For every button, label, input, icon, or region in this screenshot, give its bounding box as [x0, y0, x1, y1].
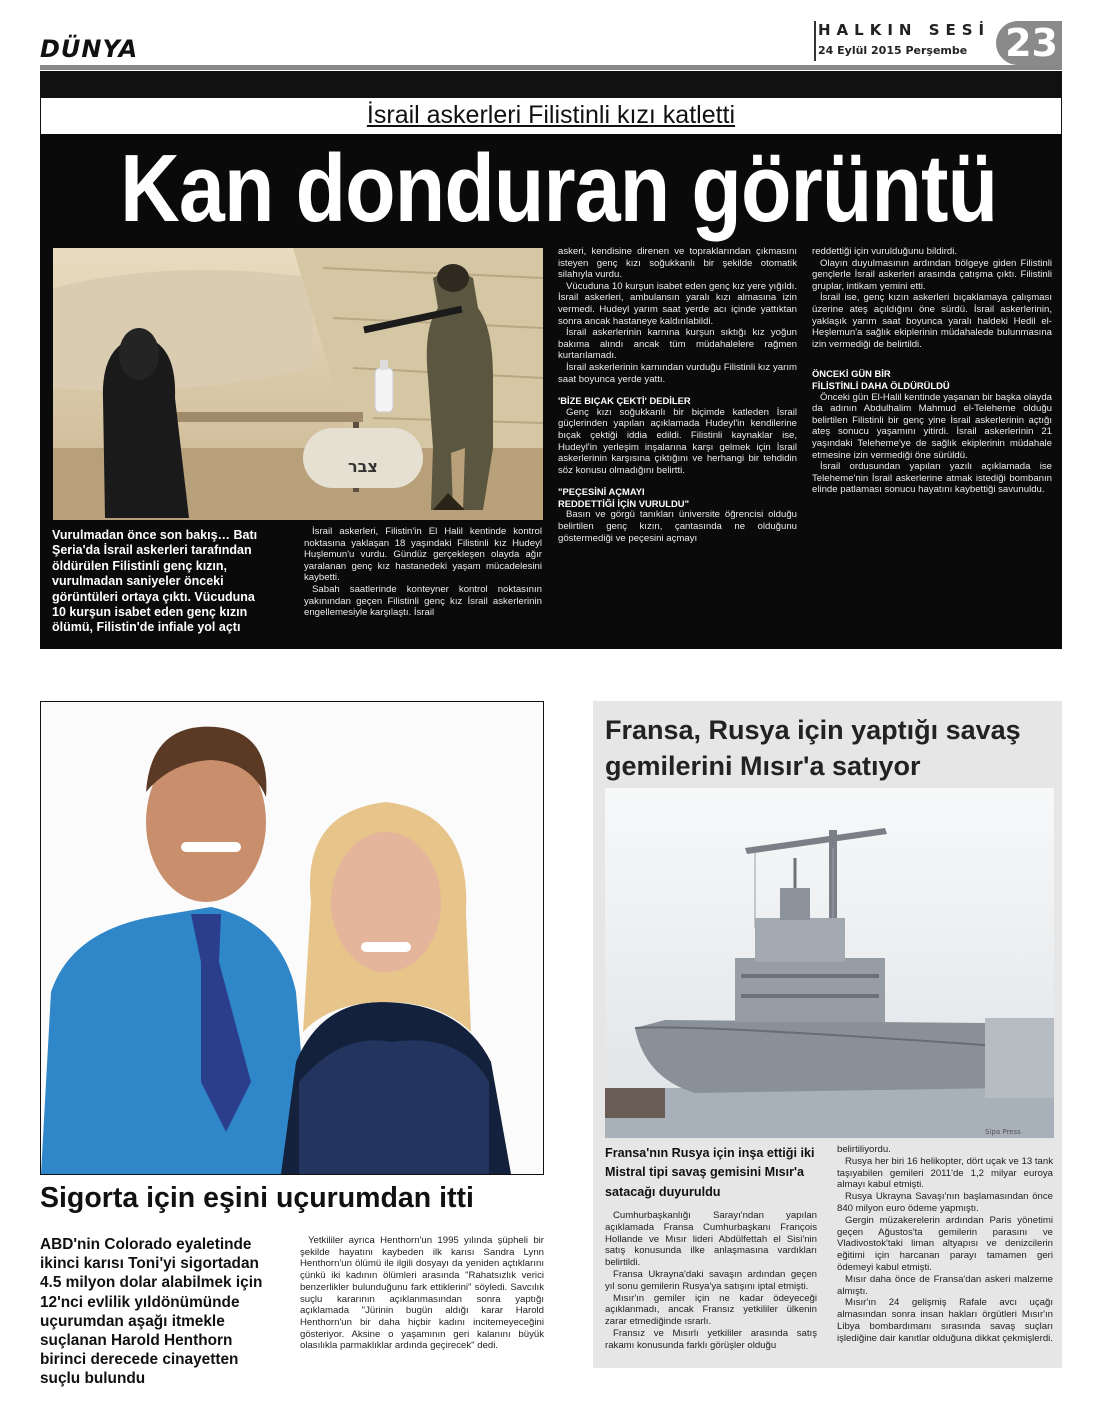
- paragraph: Mısır daha önce de Fransa'dan askeri malzeme almıştı.: [837, 1273, 1053, 1297]
- paragraph: Rusya Ukrayna Savaşı'nın başlamasından önce 840 milyon euro ödeme yapmıştı.: [837, 1191, 1053, 1214]
- section-title: DÜNYA: [40, 35, 139, 63]
- paragraph: İsrail ordusundan yapılan yazılı açıklamada ise Teleheme'nin İsrail askerlerine atmak istediği bombanın elinde patlaması sonucu hayatını kaybettiği savunuldu.: [812, 461, 1052, 496]
- story1-caption: Vurulmadan önce son bakış… Batı Şeria'da İsrail askerleri tarafından öldürülen Filistinli genç kızın, vurulmadan saniyeler önceki görüntüleri ortaya çıktı. Vücuduna 10 kurşun isabet eden genç kızın ölümü, Filistin'de infiale yol açtı: [52, 528, 258, 635]
- masthead-divider: [814, 21, 816, 61]
- paragraph: Mısır'ın gemiler için ne kadar ödeyeceği açıklanmadı, ancak Fransız yetkililer ülkenin zarar etmediğinde ısrarlı.: [605, 1292, 817, 1328]
- subheading-line: ÖNCEKİ GÜN BİR: [812, 368, 891, 380]
- paragraph: Sabah saatlerinde konteyner kontrol noktasının yakınından geçen Filistinli genç kız İsrail askerlerinin engellemesiyle karşılaştı. İsrail: [304, 583, 542, 619]
- story1-headline: Kan donduran görüntü: [120, 135, 998, 242]
- story3-headline: Fransa, Rusya için yaptığı savaş gemilerini Mısır'a satıyor: [605, 715, 1021, 781]
- story3-caption: Fransa'nın Rusya için inşa ettiği iki Mistral tipi savaş gemisini Mısır'a satacağı duyuruldu: [605, 1146, 815, 1199]
- paragraph: Fransız ve Mısırlı yetkililer arasında satış rakamı konusunda farklı görüşler olduğu: [605, 1327, 817, 1351]
- story2-body: [300, 1235, 544, 1352]
- story2-lead: ABD'nin Colorado eyaletinde ikinci karısı Toni'yi sigortadan 4.5 milyon dolar alabilmek için 12'nci evlilik yıldönümünde uçurumdan aşağı itmekle suçlanan Harold Henthorn birinci derecede cinayetten suçlu bulundu: [40, 1236, 263, 1388]
- subheading-line: FİLİSTİNLİ DAHA ÖLDÜRÜLDÜ: [812, 379, 950, 391]
- paragraph: Genç kızı soğukkanlı bir biçimde katleden İsrail güçlerinden yapılan açıklamada Hudeyl'in kendilerine bıçak çektiği iddia edildi. Filistinli kaynaklar ise, Hudeyl'in yerleşim inşalarına karşı gelmek için İsrail askerlerinin karşısına çıktığını ve herhangi bir tehdidin söz konusu olmadığını belirtti.: [558, 406, 797, 476]
- paragraph: Mısır'ın 24 gelişmiş Rafale avcı uçağı almasından sonra insan hakları örgütleri Mısır'ın Libya bombardımanı sırasında savaş suçları işlediğine dair kanıtlar olduğuna dikkat çekmişlerdi.: [837, 1297, 1053, 1344]
- paragraph: Olayın duyulmasının ardından bölgeye giden Filistinli gençlerle İsrail askerleri arasında çatışma çıktı. Filistinli gruplar, intikam yemini etti.: [812, 257, 1052, 292]
- story3-photo: [605, 788, 1054, 1138]
- paragraph: Basın ve görgü tanıkları üniversite öğrencisi olduğu belirtilen genç kızın, çantasında ne olduğunu göstermediği ve peçesini açmayı: [558, 509, 797, 544]
- paragraph: Fransa Ukrayna'daki savaşın ardından geçen yıl sonu gemilerin Rusya'ya satışını iptal etmişti.: [605, 1268, 817, 1292]
- paragraph: Önceki gün El-Halil kentinde yaşanan bir başka olayda da adının Abdulhalim Mahmud el-Teleheme olduğu belirtilen Filistinli bir genç yine İsrail askerlerinin açtığı ateş sonucu yaşamını yitirdi. İsrail askerlerinin 21 yaşındaki Teleheme'ye de sağlık ekiplerinin müdahale etmesine izin vermediği öne sürüldü.: [812, 391, 1052, 461]
- header-rule: [40, 65, 1062, 70]
- paragraph: askeri, kendisine direnen ve topraklarından çıkmasını isteyen genç kızı soğukkanlı bir şekilde otomatik silahıyla vurdu.: [558, 246, 797, 281]
- masthead: [818, 21, 1013, 57]
- photo-sign-text: צבר: [348, 457, 378, 476]
- story1-column-1: [304, 526, 542, 619]
- subheading: 'BİZE BIÇAK ÇEKTİ' DEDİLER: [558, 395, 691, 407]
- subheading: [812, 368, 1052, 391]
- paragraph: İsrail askerleri, Filistin'in El Halil kentinde kontrol noktasına yaklaşan 18 yaşındaki Filistinli kız Hudeyl Huşlemun'u vurdu. Gündüz gerçekleşen olayda ağır yaralanan genç kız hastanedeki yaşam mücadelesini kaybetti.: [304, 526, 542, 584]
- subheading: [558, 486, 797, 509]
- story2-photo: [40, 701, 544, 1175]
- story1-photo: [53, 248, 543, 520]
- paragraph: Yetkililer ayrıca Henthorn'un 1995 yılında şüpheli bir şekilde hayatını kaybeden ilk karısı Sandra Lynn Henthorn'un ölümü ile ilgili dosyayı da yeniden açtıklarını çünkü iki kadının ölümleri arasında "Rahatsızlık verici benzerlikler bulunduğunu fark ettiklerini" söyledi. Savcılık suçlu kararının açıklanmasından sonra yaptığı açıklamada "Jürinin bugün aldığı karar Harold Henthorn'un bir daha hiçbir kadını incitemeyeceğini gösteriyor. Aksine o yaşamının geri kalanını büyük olasılıkla parmaklıklar ardında geçirecek" dedi.: [300, 1235, 544, 1352]
- issue-date: 24 Eylül 2015 Perşembe: [818, 44, 968, 57]
- story3-column-1: [605, 1210, 817, 1352]
- story3-column-2: [837, 1144, 1053, 1345]
- paragraph: İsrail askerlerinin karnına kurşun sıktığı kız yoğun bakıma alındı ancak tüm müdahalelere rağmen kurtarılamadı.: [558, 327, 797, 362]
- paragraph: İsrail ise, genç kızın askerleri bıçaklamaya çalışması üzerine ateş açıldığını öne sürdü. İsrail askerlerinin, yaklaşık yarım saat boyunca yaralı haldeki Hedil el-Heşlemun'a sağlık ekiplerinin müdahalede bulunmasına izin vermediği de belirtildi.: [812, 292, 1052, 350]
- story1-kicker-box: [40, 98, 1062, 134]
- photo-credit: Sipa Press: [985, 1128, 1021, 1136]
- paragraph: Vücuduna 10 kurşun isabet eden genç kız yere yığıldı. İsrail askerleri, ambulansın yaralı kızı almasına izin vermedi. Hudeyl yarım saat yerde acı içinde yattıktan sonra ancak hastaneye kaldırılabildi.: [558, 280, 797, 327]
- paragraph: Gergin müzakerelerin ardından Paris yönetimi geçen Ağustos'ta gemilerin parasını ve Vladivostok'taki liman altyapısı ve denizcilerin eğitimi için harcanan parayı tamamen geri ödemeyi kabul etmişti.: [837, 1214, 1053, 1273]
- subheading-line: REDDETTİĞİ İÇİN VURULDU": [558, 497, 690, 509]
- story1-column-2: [558, 246, 797, 544]
- paragraph: Cumhurbaşkanlığı Sarayı'ndan yapılan açıklamada Fransa Cumhurbaşkanı François Hollande ve Mısır lideri Abdülfettah el Sisi'nin satış konusunda ilke anlaşmasına vardıkları belirtildi.: [605, 1210, 817, 1269]
- newspaper-name: HALKIN SESİ: [818, 21, 991, 39]
- header-band: [40, 71, 1062, 98]
- story1-column-3: [812, 246, 1052, 496]
- paragraph: reddettiği için vurulduğunu bildirdi.: [812, 246, 958, 257]
- story2-headline: Sigorta için eşini uçurumdan itti: [40, 1182, 474, 1214]
- subheading-line: "PEÇESİNİ AÇMAYI: [558, 486, 645, 498]
- paragraph: Rusya her biri 16 helikopter, dört uçak ve 13 tank taşıyabilen gemileri 2011'de 1,2 milyar euroya almayı kabul etmişti.: [837, 1155, 1053, 1191]
- paragraph: belirtiliyordu.: [837, 1144, 891, 1155]
- paragraph: İsrail askerlerinin karnından vurduğu Filistinli kız yarım saat boyunca yerde yattı.: [558, 361, 797, 385]
- page-number: 23: [996, 21, 1062, 65]
- story1-kicker: İsrail askerleri Filistinli kızı katletti: [366, 101, 736, 129]
